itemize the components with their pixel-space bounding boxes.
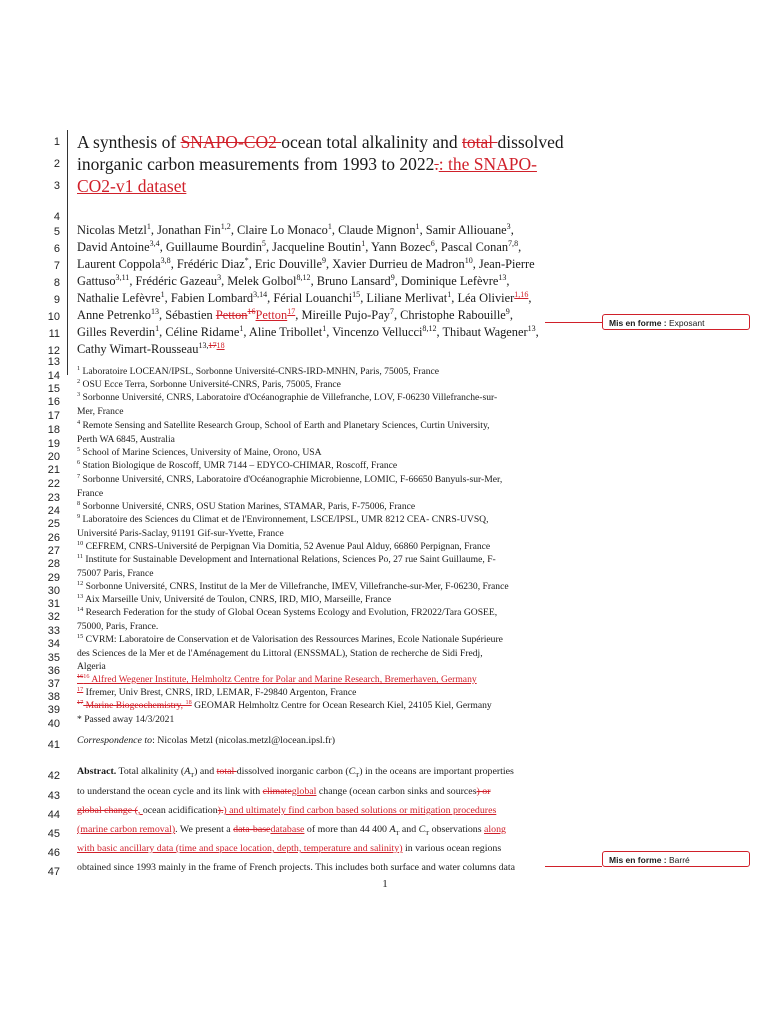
author-line-7: Laurent Coppola$^{3,8}$, Frédéric Diaz*, Eric Douville$^9$, Xavier Durrieu de Madron$^{10}$, Jean-Pierre: [77, 255, 535, 271]
author-line-11: Gilles Reverdin$^1$, Céline Ridame$^1$, Aline Tribollet$^1$, Vincenzo Vellucci$^{8,12}$, Thibaut Wagener$^{13}$,: [77, 323, 539, 339]
title-line-3: CO2-v1 dataset: [77, 176, 187, 196]
affiliation-8: $^8$ Sorbonne Université, CNRS, OSU Station Marines, STAMAR, Paris, F-75006, France: [77, 499, 416, 512]
affiliation-16: $^{1616}$ Alfred Wegener Institute, Helmholtz Centre for Polar and Marine Research, Bremerhaven, Germany: [77, 672, 477, 685]
line-number: 31: [47, 598, 60, 610]
line-number: 41: [47, 739, 60, 751]
deceased-note: * Passed away 14/3/2021: [77, 714, 175, 725]
line-number: 26: [47, 532, 60, 544]
line-number: 24: [47, 505, 60, 517]
format-comment-strikethrough[interactable]: Mis en forme : Barré: [602, 851, 750, 867]
line-number: 29: [47, 572, 60, 584]
affiliation-15-cont2: Algeria: [77, 661, 106, 672]
line-number: 47: [47, 866, 60, 878]
line-number: 40: [47, 718, 60, 730]
comment-connector-2: [545, 866, 602, 867]
line-number: 42: [47, 770, 60, 782]
line-number: 21: [47, 464, 60, 476]
affiliation-2: $^2$ OSU Ecce Terra, Sorbonne Université-CNRS, Paris, 75005, France: [77, 377, 341, 390]
line-number: 12: [47, 345, 60, 357]
affiliation-14: $^{14}$ Research Federation for the study of Global Ocean Systems Ecology and Evolution, FR2022/Tara GOSEE,: [77, 605, 498, 618]
affiliation-14-cont: 75000, Paris, France.: [77, 621, 159, 632]
abstract-line-47: obtained since 1993 mainly in the frame of French projects. This includes both surface and water columns data: [77, 862, 516, 873]
line-number: 18: [47, 424, 60, 436]
line-number: 27: [47, 545, 60, 557]
line-number: 5: [53, 226, 60, 238]
affiliation-6: $^6$ Station Biologique de Roscoff, UMR 7144 – EDYCO-CHIMAR, Roscoff, France: [77, 458, 398, 471]
affiliation-18: $^{17}$ Marine Biogeochemistry, $^{18}$ GEOMAR Helmholtz Centre for Ocean Research Kiel, 24105 Kiel, Germany: [77, 698, 492, 711]
line-number: 9: [53, 294, 60, 306]
affiliation-5: $^5$ School of Marine Sciences, University of Maine, Orono, USA: [77, 445, 322, 458]
line-number: 8: [53, 277, 60, 289]
affiliation-7-cont: France: [77, 488, 104, 499]
line-number: 17: [47, 410, 60, 422]
affiliation-9: $^9$ Laboratoire des Sciences du Climat et de l'Environnement, LSCE/IPSL, UMR 8212 CEA- CNRS-UVSQ,: [77, 512, 489, 525]
line-number: 38: [47, 691, 60, 703]
affiliation-10: $^{10}$ CEFREM, CNRS-Université de Perpignan Via Domitia, 52 Avenue Paul Alduy, 66860 Perpignan, France: [77, 539, 491, 552]
abstract-line-45: (marine carbon removal). We present a data-basedatabase of more than 44 400 $A_T$ and $C_T$ observations along: [77, 824, 506, 837]
line-number: 28: [47, 558, 60, 570]
line-number: 45: [47, 828, 60, 840]
line-number: 4: [53, 211, 60, 223]
line-number: 11: [48, 328, 60, 340]
line-number: 2: [53, 158, 60, 170]
line-number: 37: [47, 678, 60, 690]
line-number: 16: [47, 396, 60, 408]
line-number: 25: [47, 518, 60, 530]
affiliation-4-cont: Perth WA 6845, Australia: [77, 434, 175, 445]
affiliation-1: $^1$ Laboratoire LOCEAN/IPSL, Sorbonne Université-CNRS-IRD-MNHN, Paris, 75005, France: [77, 364, 440, 377]
line-number: 20: [47, 451, 60, 463]
line-number: 1: [53, 136, 60, 148]
author-line-8: Gattuso$^{3,11}$, Frédéric Gazeau$^3$, Melek Golbol$^{8,12}$, Bruno Lansard$^9$, Dominique Lefèvre$^{13}$,: [77, 272, 510, 288]
line-number: 6: [53, 243, 60, 255]
abstract-line-46: with basic ancillary data (time and space location, depth, temperature and salinity) in various ocean regions: [77, 843, 502, 854]
author-line-6: David Antoine$^{3,4}$, Guillaume Bourdin$^5$, Jacqueline Boutin$^1$, Yann Bozec$^6$, Pascal Conan$^{7,8}$,: [77, 238, 522, 254]
affiliation-7: $^7$ Sorbonne Université, CNRS, Laboratoire d'Océanographie Microbienne, LOMIC, F-66650 Banyuls-sur-Mer,: [77, 472, 503, 485]
abstract-line-42: Abstract. Total alkalinity $(A_T)$ and total dissolved inorganic carbon $(C_T)$ in the oceans are important properties: [77, 766, 514, 779]
line-number: 35: [47, 652, 60, 664]
line-number: 7: [53, 260, 60, 272]
affiliation-11: $^{11}$ Institute for Sustainable Development and International Relations, Sciences Po, 27 rue Saint Guillaume, F-: [77, 552, 496, 565]
line-number: 32: [47, 611, 60, 623]
affiliation-3-cont: Mer, France: [77, 406, 124, 417]
affiliation-15: $^{15}$ CVRM: Laboratoire de Conservation et de Valorisation des Ressources Marines, Ecole Nationale Supérieure: [77, 632, 503, 645]
line-number: 36: [47, 665, 60, 677]
line-number: 39: [47, 704, 60, 716]
affiliation-15-cont: des Sciences de la Mer et de l'Aménagement du Littoral (ENSSMAL), Station de recherche de Sidi Fredj,: [77, 648, 483, 659]
affiliation-9-cont: Université Paris-Saclay, 91191 Gif-sur-Yvette, France: [77, 528, 284, 539]
line-number: 10: [47, 311, 60, 323]
affiliation-12: $^{12}$ Sorbonne Université, CNRS, Institut de la Mer de Villefranche, IMEV, Villefranche-sur-Mer, F-06230, France: [77, 579, 509, 592]
line-number: 23: [47, 492, 60, 504]
line-number: 34: [47, 638, 60, 650]
author-line-9: Nathalie Lefèvre$^1$, Fabien Lombard$^{3,14}$, Férial Louanchi$^{15}$, Liliane Merlivat$^1$, Léa Olivier$^{1,16}$,: [77, 289, 532, 305]
affiliation-11-cont: 75007 Paris, France: [77, 568, 154, 579]
affiliation-13: $^{13}$ Aix Marseille Univ, Université de Toulon, CNRS, IRD, MIO, Marseille, France: [77, 592, 392, 605]
affiliation-3: $^3$ Sorbonne Université, CNRS, Laboratoire d'Océanographie de Villefranche, LOV, F-06230 Villefranche-sur-: [77, 390, 498, 403]
comment-connector-1: [545, 322, 602, 323]
line-number: 22: [47, 478, 60, 490]
line-number: 33: [47, 625, 60, 637]
title-line-1: A synthesis of SNAPO-CO2 ocean total alkalinity and total dissolved: [77, 132, 564, 152]
line-number: 46: [47, 847, 60, 859]
line-number: 13: [47, 356, 60, 368]
line-number: 3: [53, 180, 60, 192]
format-comment-superscript[interactable]: Mis en forme : Exposant: [602, 314, 750, 330]
abstract-line-44: global change (, ocean acidification).) and ultimately find carbon based solutions or mitigation procedures: [77, 805, 497, 816]
line-number: 19: [47, 438, 60, 450]
line-number: 30: [47, 585, 60, 597]
affiliation-17: $^{17}$ Ifremer, Univ Brest, CNRS, IRD, LEMAR, F-29840 Argenton, France: [77, 685, 357, 698]
line-number: 14: [47, 370, 60, 382]
page-number: 1: [382, 878, 388, 890]
author-line-10: Anne Petrenko$^{13}$, Sébastien Petton$^{16}$Petton$^{17}$, Mireille Pujo-Pay$^7$, Christophe Rabouille$^9$,: [77, 306, 513, 322]
affiliation-4: $^4$ Remote Sensing and Satellite Research Group, School of Earth and Planetary Sciences, Curtin University,: [77, 418, 490, 431]
abstract-line-43: to understand the ocean cycle and its link with climateglobal change (ocean carbon sinks and sources) or: [77, 786, 491, 797]
line-number: 15: [47, 383, 60, 395]
author-line-5: Nicolas Metzl$^1$, Jonathan Fin$^{1,2}$, Claire Lo Monaco$^1$, Claude Mignon$^1$, Samir Alliouane$^3$,: [77, 221, 514, 237]
correspondence: Correspondence to: Nicolas Metzl (nicolas.metzl@locean.ipsl.fr): [77, 735, 336, 746]
line-number: 43: [47, 790, 60, 802]
title-line-2: inorganic carbon measurements from 1993 to 2022.: the SNAPO-: [77, 154, 537, 174]
line-number: 44: [47, 809, 60, 821]
change-bar: [67, 130, 68, 375]
author-line-12: Cathy Wimart-Rousseau$^{13,1718}$: [77, 340, 225, 356]
